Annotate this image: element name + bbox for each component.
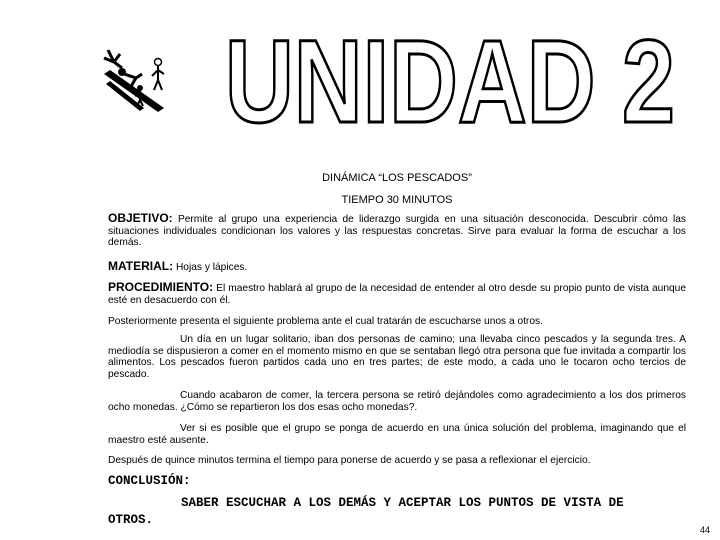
unit-title <box>215 0 685 150</box>
conclusion-text-line-2: OTROS. <box>108 513 154 527</box>
procedure-paragraph-3: Cuando acabaron de comer, la tercera persona se retiró dejándoles como agradecimiento a los dos primeros ocho monedas. ¿Cómo se repartieron los dos esas ocho monedas?. <box>108 390 686 413</box>
procedure-paragraph-5: Después de quince minutos termina el tiempo para ponerse de acuerdo y se pasa a reflexionar el ejercicio. <box>108 455 591 466</box>
procedure-paragraph-2: Un día en un lugar solitario, iban dos personas de camino; una llevaba cinco pescados y la segunda tres. A mediodía se dispusieron a comer en el momento mismo en que se sentaban llegó otra persona que fue invitada a compartir los alimentos. Los pescados fueron partidos cada uno en tres partes; de este modo, a cada uno le tocaron ocho tercios de pescado. <box>108 334 686 380</box>
material-text: Hojas y lápices. <box>175 262 248 273</box>
procedure-section <box>108 282 686 306</box>
procedure-paragraph-1: Posteriormente presenta el siguiente problema ante el cual tratarán de escucharse unos a otros. <box>108 316 543 327</box>
material-section <box>108 261 686 274</box>
people-sliding-logo-icon <box>100 48 178 114</box>
procedure-text: El maestro hablará al grupo de la necesidad de entender al otro desde su propio punto de vista aunque esté en desacuerdo con él. <box>108 283 686 306</box>
procedure-paragraph-4: Ver si es posible que el grupo se ponga de acuerdo en una única solución del problema, imaginando que el maestro esté ausente. <box>108 423 686 446</box>
dynamic-title: DINÁMICA “LOS PESCADOS” <box>322 172 472 184</box>
page-number: 44 <box>700 525 711 535</box>
conclusion-label: CONCLUSIÓN: <box>108 474 191 488</box>
svg-text:UNIDAD 2: UNIDAD 2 <box>225 16 675 148</box>
objective-text: Permite al grupo una experiencia de liderazgo surgida en una situación desconocida. Descubrir cómo las situaciones individuales condicionan los valores y las respuestas concretas. Sirve para evaluar la forma de escuchar a los demás. <box>108 214 686 249</box>
procedure-label: PROCEDIMIENTO: <box>108 280 214 294</box>
objective-label: OBJETIVO: <box>108 211 173 225</box>
objective-section <box>108 213 686 249</box>
material-label: MATERIAL: <box>108 259 174 273</box>
time-label: TIEMPO 30 MINUTOS <box>341 194 453 206</box>
conclusion-text-line-1: SABER ESCUCHAR A LOS DEMÁS Y ACEPTAR LOS PUNTOS DE VISTA DE <box>181 496 624 510</box>
